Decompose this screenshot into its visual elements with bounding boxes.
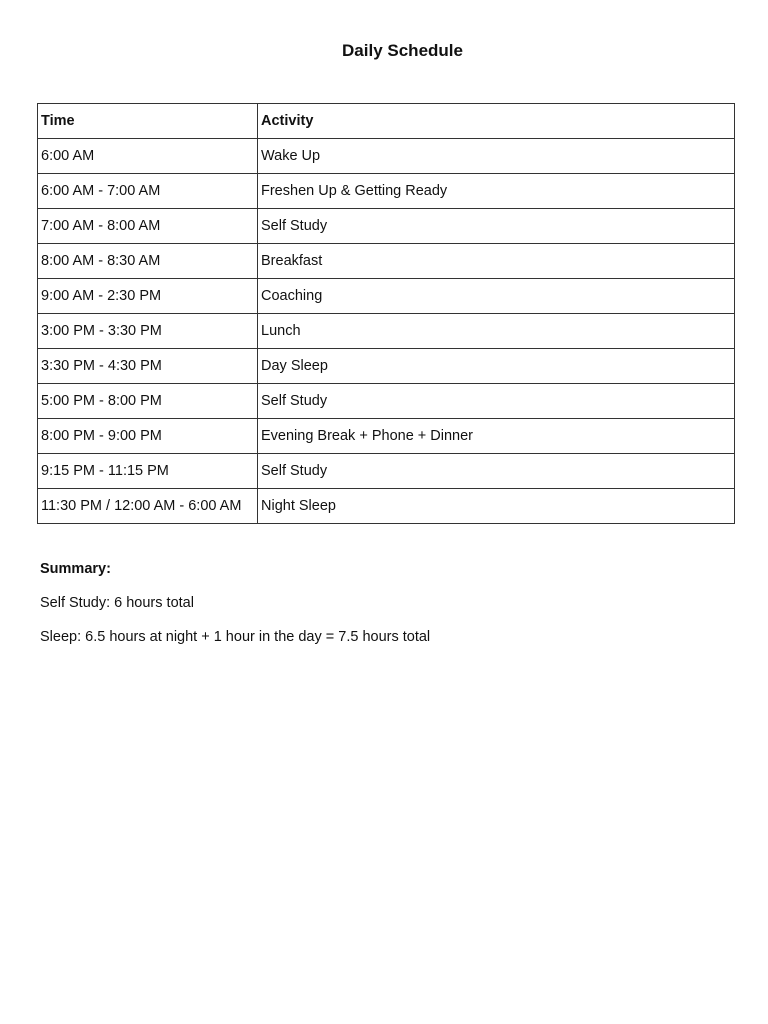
time-cell: 3:30 PM - 4:30 PM: [38, 349, 258, 384]
activity-cell: Coaching: [258, 279, 735, 314]
column-header-activity: Activity: [258, 104, 735, 139]
time-cell: 9:15 PM - 11:15 PM: [38, 454, 258, 489]
schedule-table: [37, 103, 735, 524]
summary-section: [40, 559, 740, 661]
table-row: [38, 244, 735, 279]
table-row: [38, 174, 735, 209]
activity-cell: Evening Break + Phone + Dinner: [258, 419, 735, 454]
table-row: [38, 419, 735, 454]
time-cell: 11:30 PM / 12:00 AM - 6:00 AM: [38, 489, 258, 524]
activity-cell: Wake Up: [258, 139, 735, 174]
table-row: [38, 454, 735, 489]
time-cell: 6:00 AM: [38, 139, 258, 174]
column-header-time: Time: [38, 104, 258, 139]
time-cell: 7:00 AM - 8:00 AM: [38, 209, 258, 244]
summary-self-study: Self Study: 6 hours total: [40, 595, 194, 611]
page-title: Daily Schedule: [342, 41, 463, 60]
time-cell: 6:00 AM - 7:00 AM: [38, 174, 258, 209]
activity-cell: Self Study: [258, 209, 735, 244]
table-header-row: [38, 104, 735, 139]
summary-heading: Summary:: [40, 561, 111, 577]
activity-cell: Self Study: [258, 384, 735, 419]
table-row: [38, 209, 735, 244]
table-row: [38, 314, 735, 349]
activity-cell: Day Sleep: [258, 349, 735, 384]
time-cell: 8:00 PM - 9:00 PM: [38, 419, 258, 454]
time-cell: 5:00 PM - 8:00 PM: [38, 384, 258, 419]
table-row: [38, 349, 735, 384]
table-row: [38, 384, 735, 419]
activity-cell: Night Sleep: [258, 489, 735, 524]
table-row: [38, 139, 735, 174]
activity-cell: Lunch: [258, 314, 735, 349]
summary-sleep: Sleep: 6.5 hours at night + 1 hour in the day = 7.5 hours total: [40, 629, 431, 645]
activity-cell: Breakfast: [258, 244, 735, 279]
activity-cell: Freshen Up & Getting Ready: [258, 174, 735, 209]
time-cell: 3:00 PM - 3:30 PM: [38, 314, 258, 349]
table-row: [38, 279, 735, 314]
time-cell: 9:00 AM - 2:30 PM: [38, 279, 258, 314]
time-cell: 8:00 AM - 8:30 AM: [38, 244, 258, 279]
activity-cell: Self Study: [258, 454, 735, 489]
table-row: [38, 489, 735, 524]
